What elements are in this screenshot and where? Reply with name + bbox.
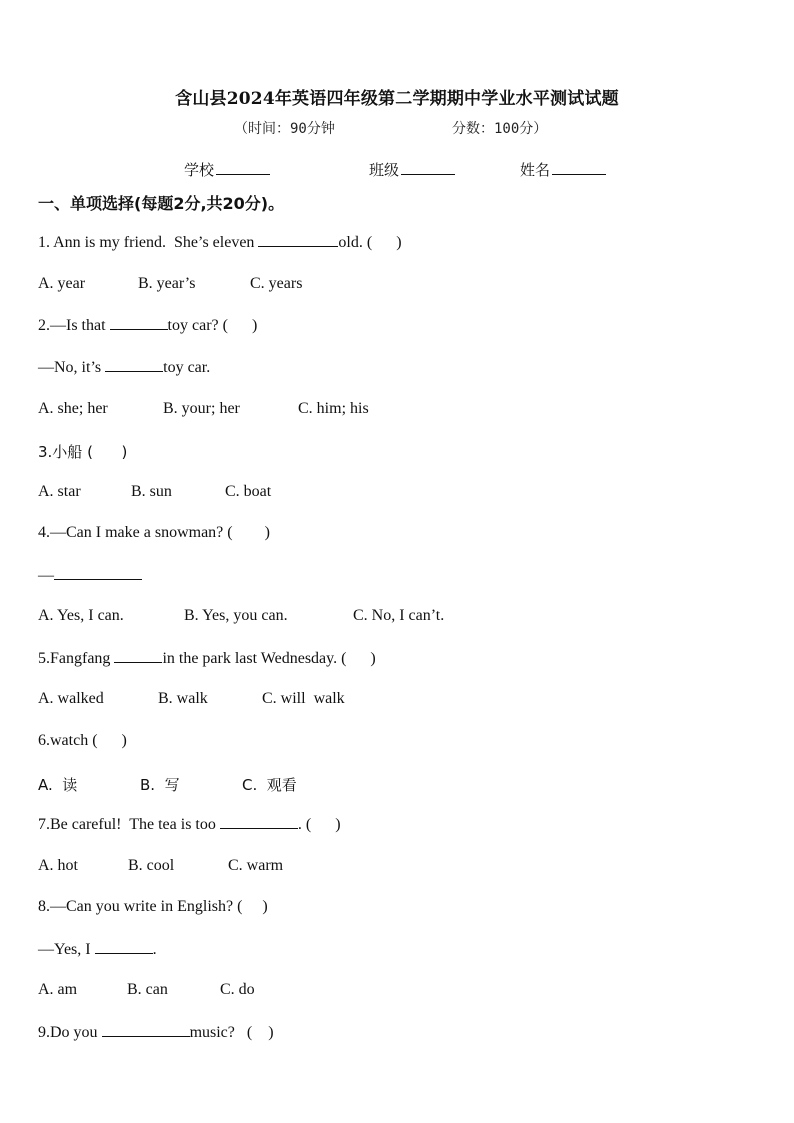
q9-text: 9.Do you (38, 1024, 102, 1041)
q2-text-end: toy car? ( ) (167, 317, 258, 334)
q4-option-c[interactable]: C. No, I can’t. (353, 607, 445, 624)
class-blank[interactable] (401, 160, 455, 175)
q6-option-c[interactable]: C. 观看 (242, 776, 297, 794)
name-blank[interactable] (552, 160, 606, 175)
question-2 (38, 316, 257, 335)
q2-reply-end: toy car. (163, 359, 211, 376)
q3-option-a[interactable]: A. star (38, 483, 81, 500)
q2-text: 2.—Is that (38, 317, 110, 334)
q4-option-a[interactable]: A. Yes, I can. (38, 607, 124, 624)
question-3: 3.小船 ( ) (38, 443, 128, 461)
q8-option-c[interactable]: C. do (220, 981, 255, 998)
q1-text: 1. Ann is my friend. She’s eleven (38, 234, 259, 251)
exam-time: （时间：90分钟 (234, 121, 335, 137)
q5-text: 5.Fangfang (38, 650, 115, 667)
q7-option-c[interactable]: C. warm (228, 857, 284, 874)
question-5 (38, 649, 376, 668)
q7-blank[interactable] (220, 815, 298, 829)
q8-reply (38, 940, 157, 959)
section-title: 一、单项选择(每题2分,共20分)。 (38, 194, 285, 213)
name-field (520, 159, 606, 180)
q3-option-c[interactable]: C. boat (225, 483, 272, 500)
question-8: 8.—Can you write in English? ( ) (38, 898, 268, 915)
q8-blank[interactable] (95, 940, 153, 954)
q7-text: 7.Be careful! The tea is too (38, 816, 220, 833)
q7-option-b[interactable]: B. cool (128, 857, 175, 874)
q3-option-b[interactable]: B. sun (131, 483, 172, 500)
q1-option-c[interactable]: C. years (250, 275, 303, 292)
q4-reply (38, 566, 142, 585)
q6-option-a[interactable]: A. 读 (38, 776, 78, 794)
class-label: 班级 (369, 161, 400, 179)
question-6: 6.watch ( ) (38, 732, 127, 749)
q4-reply-dash: — (38, 567, 54, 584)
question-7 (38, 815, 341, 834)
q2-reply (38, 358, 210, 377)
q1-option-b[interactable]: B. year’s (138, 275, 196, 292)
q9-blank[interactable] (102, 1023, 190, 1037)
name-label: 姓名 (520, 161, 551, 179)
q8-option-b[interactable]: B. can (127, 981, 168, 998)
q1-text-end: old. ( ) (338, 234, 402, 251)
q2-option-b[interactable]: B. your; her (163, 400, 240, 417)
q5-option-c[interactable]: C. will walk (262, 690, 345, 707)
q2-option-c[interactable]: C. him; his (298, 400, 369, 417)
q8-option-a[interactable]: A. am (38, 981, 78, 998)
q9-text-end: music? ( ) (189, 1024, 274, 1041)
q5-blank[interactable] (114, 649, 162, 663)
q8-reply-text: —Yes, I (38, 941, 95, 958)
exam-score: 分数：100分） (452, 121, 548, 137)
q7-option-a[interactable]: A. hot (38, 857, 78, 874)
exam-title: 含山县2024年英语四年级第二学期期中学业水平测试试题 (175, 89, 619, 109)
q6-option-b[interactable]: B. 写 (140, 776, 180, 794)
q2-blank-2[interactable] (105, 358, 163, 372)
q2-reply-text: —No, it’s (38, 359, 106, 376)
q4-blank[interactable] (54, 566, 142, 580)
q4-option-b[interactable]: B. Yes, you can. (184, 607, 288, 624)
q5-option-a[interactable]: A. walked (38, 690, 104, 707)
q2-blank-1[interactable] (110, 316, 168, 330)
question-1 (38, 233, 402, 252)
school-field (184, 159, 270, 180)
q1-option-a[interactable]: A. year (38, 275, 86, 292)
q7-text-end: . ( ) (297, 816, 341, 833)
school-blank[interactable] (216, 160, 270, 175)
q1-blank[interactable] (258, 233, 338, 247)
class-field (369, 159, 455, 180)
q5-option-b[interactable]: B. walk (158, 690, 208, 707)
question-9 (38, 1023, 274, 1042)
school-label: 学校 (184, 161, 215, 179)
q2-option-a[interactable]: A. she; her (38, 400, 108, 417)
question-4: 4.—Can I make a snowman? ( ) (38, 524, 270, 541)
q8-reply-end: . (152, 941, 157, 958)
q5-text-end: in the park last Wednesday. ( ) (162, 650, 376, 667)
